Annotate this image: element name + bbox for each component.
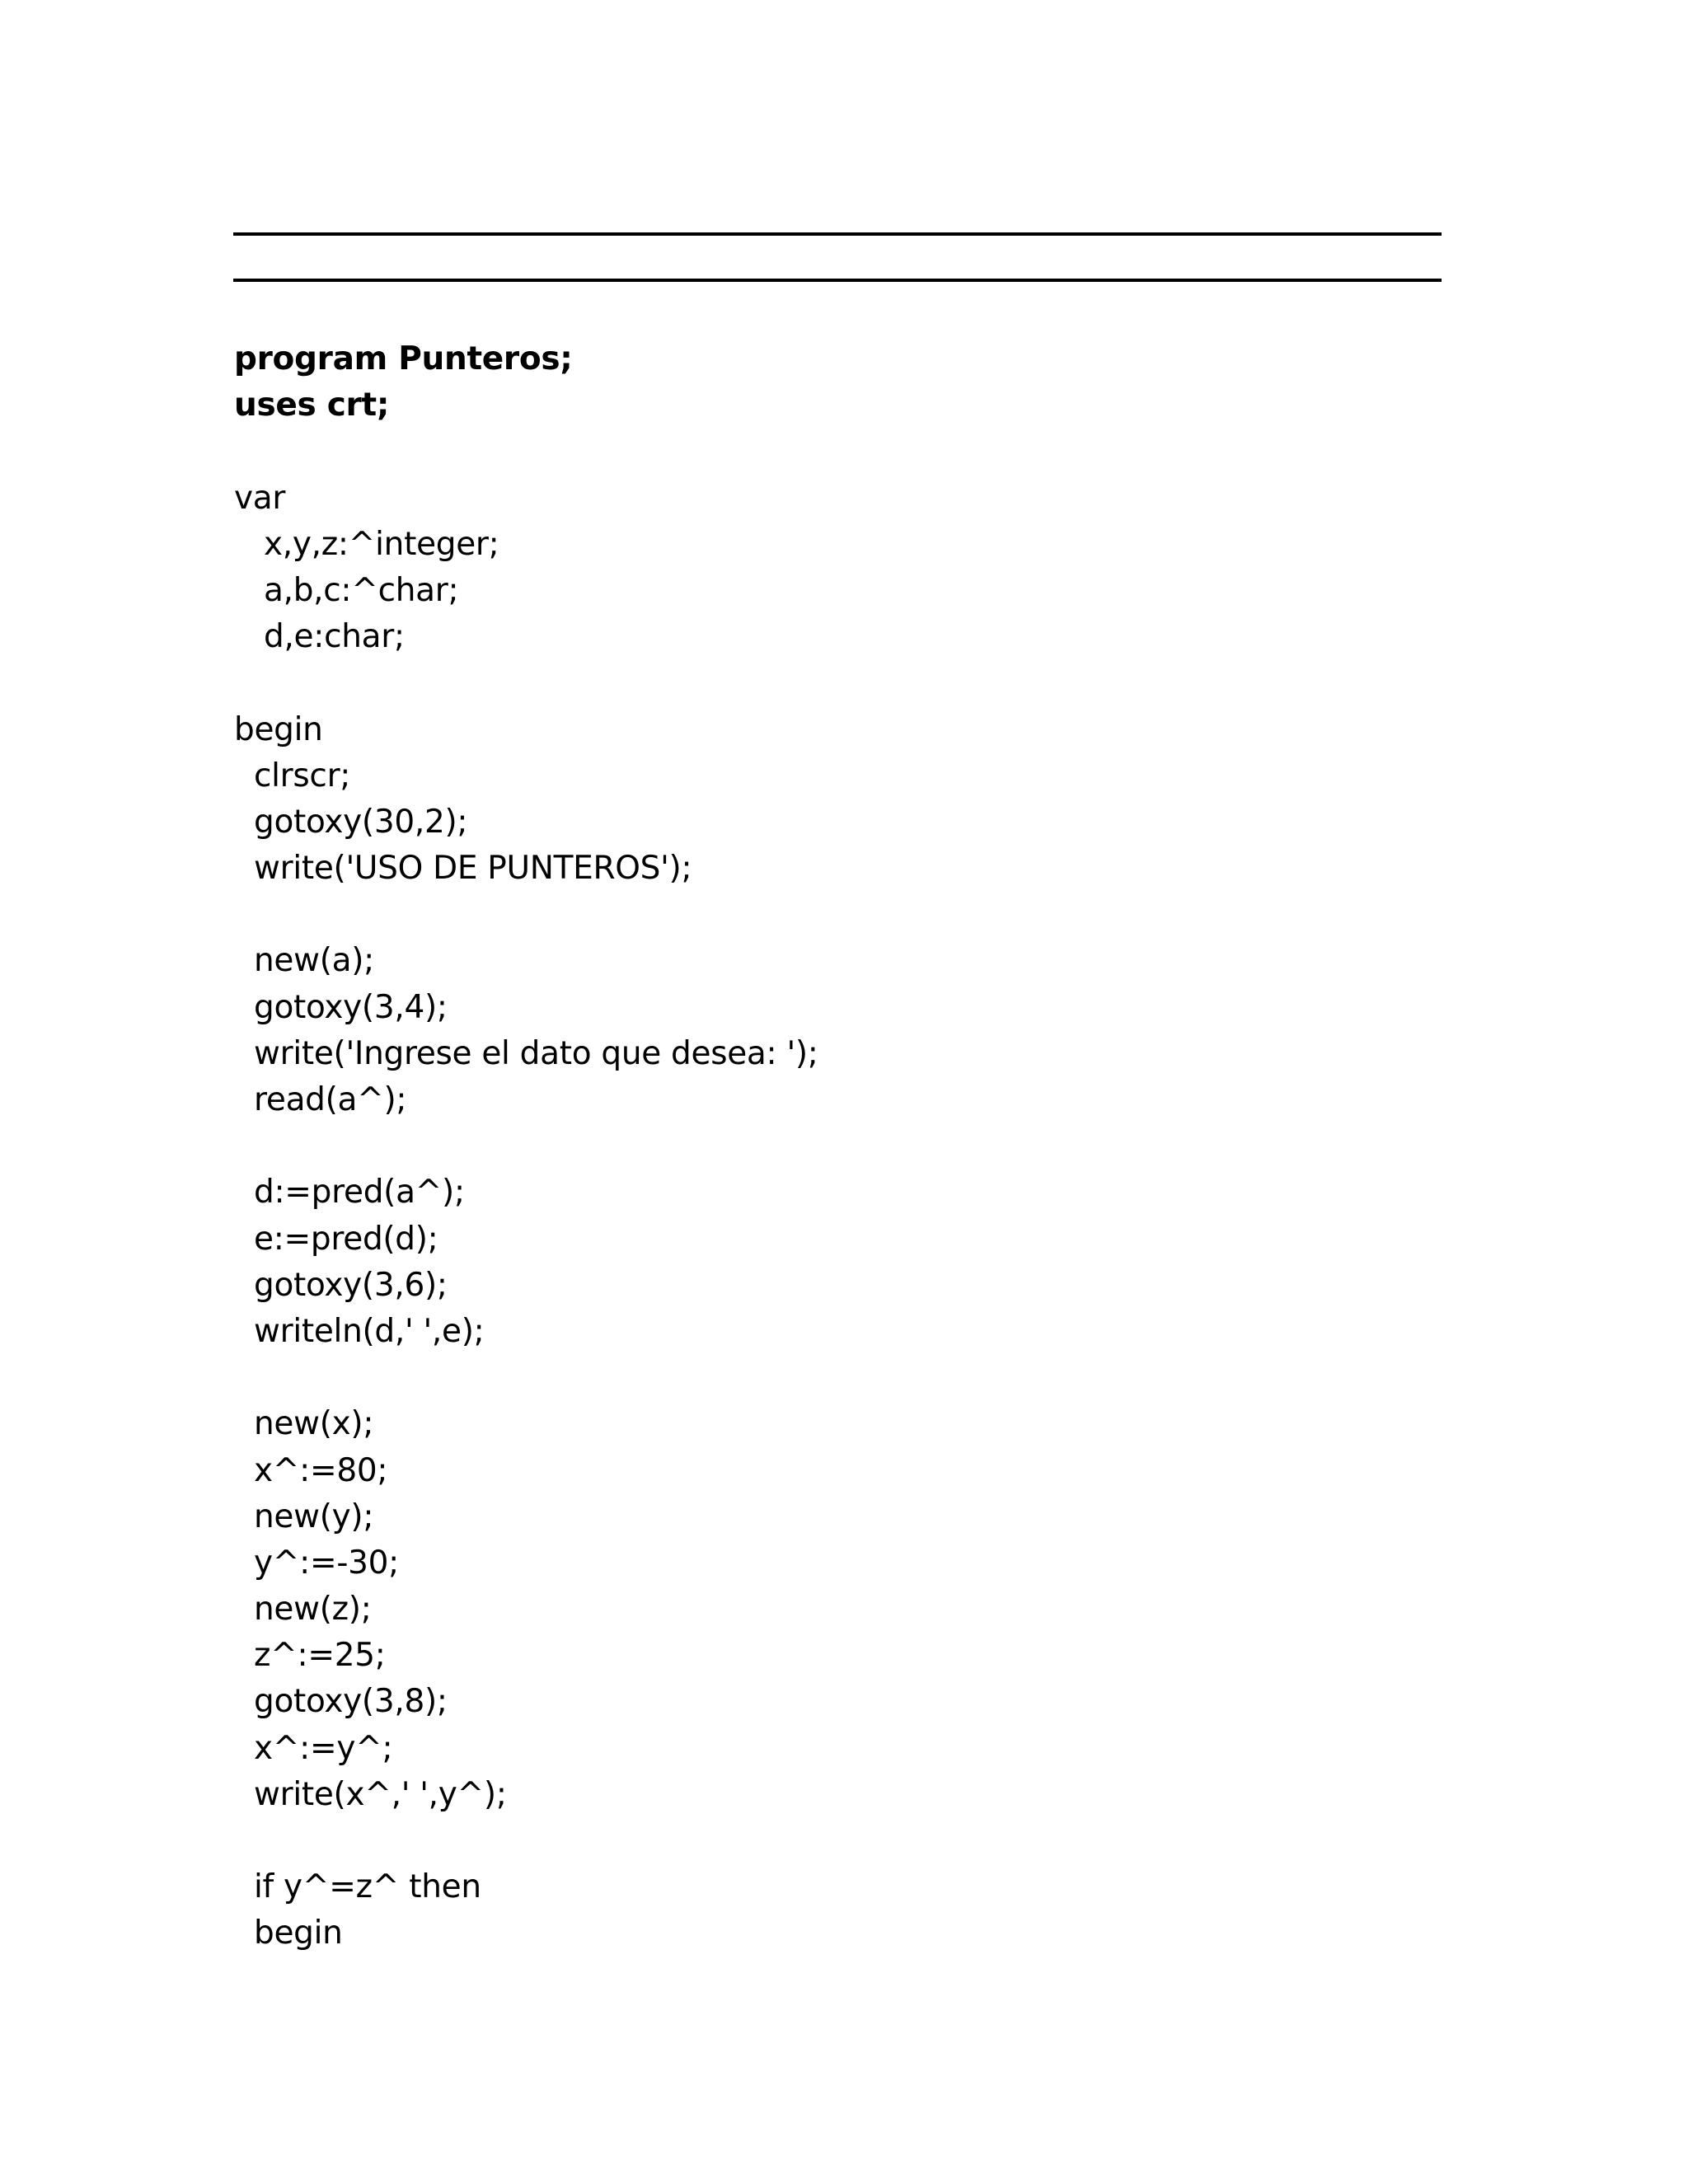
code-statement: write('USO DE PUNTEROS'); xyxy=(254,850,692,888)
code-statement: gotoxy(3,4); xyxy=(254,988,448,1026)
code-statement: gotoxy(3,8); xyxy=(254,1683,448,1721)
program-declaration: program Punteros; xyxy=(234,340,573,377)
code-statement: d:=pred(a^); xyxy=(254,1174,465,1212)
blank-line xyxy=(234,1818,818,1864)
code-statement: e:=pred(d); xyxy=(254,1220,438,1258)
blank-line xyxy=(234,660,818,706)
code-statement: new(z); xyxy=(254,1591,372,1629)
code-statement: writeln(d,' ',e); xyxy=(254,1312,485,1350)
code-statement: x^:=y^; xyxy=(254,1729,393,1767)
blank-line xyxy=(234,1355,818,1401)
code-statement: x^:=80; xyxy=(254,1451,388,1489)
code-statement: write(x^,' ',y^); xyxy=(254,1775,507,1813)
blank-line xyxy=(234,429,818,475)
header-rule-top xyxy=(233,232,1442,236)
code-statement: z^:=25; xyxy=(254,1637,386,1675)
code-statement: read(a^); xyxy=(254,1081,407,1118)
var-declaration: a,b,c:^char; xyxy=(264,571,459,609)
code-statement: new(x); xyxy=(254,1405,374,1443)
pascal-code-listing xyxy=(234,336,818,1957)
var-declaration: x,y,z:^integer; xyxy=(264,525,499,563)
uses-clause: uses crt; xyxy=(234,387,390,424)
code-statement: gotoxy(3,6); xyxy=(254,1266,448,1304)
code-statement: new(y); xyxy=(254,1497,374,1535)
blank-line xyxy=(234,1123,818,1169)
begin-keyword: begin xyxy=(234,710,323,748)
header-rule-bottom xyxy=(233,279,1442,282)
code-statement: clrscr; xyxy=(254,757,351,794)
blank-line xyxy=(234,892,818,938)
var-keyword: var xyxy=(234,479,286,517)
code-statement: if y^=z^ then xyxy=(254,1868,481,1906)
code-statement: gotoxy(30,2); xyxy=(254,803,468,841)
code-statement: begin xyxy=(254,1915,343,1952)
var-declaration: d,e:char; xyxy=(264,618,405,656)
code-statement: new(a); xyxy=(254,942,374,980)
code-statement: y^:=-30; xyxy=(254,1544,400,1582)
code-statement: write('Ingrese el dato que desea: '); xyxy=(254,1034,818,1072)
